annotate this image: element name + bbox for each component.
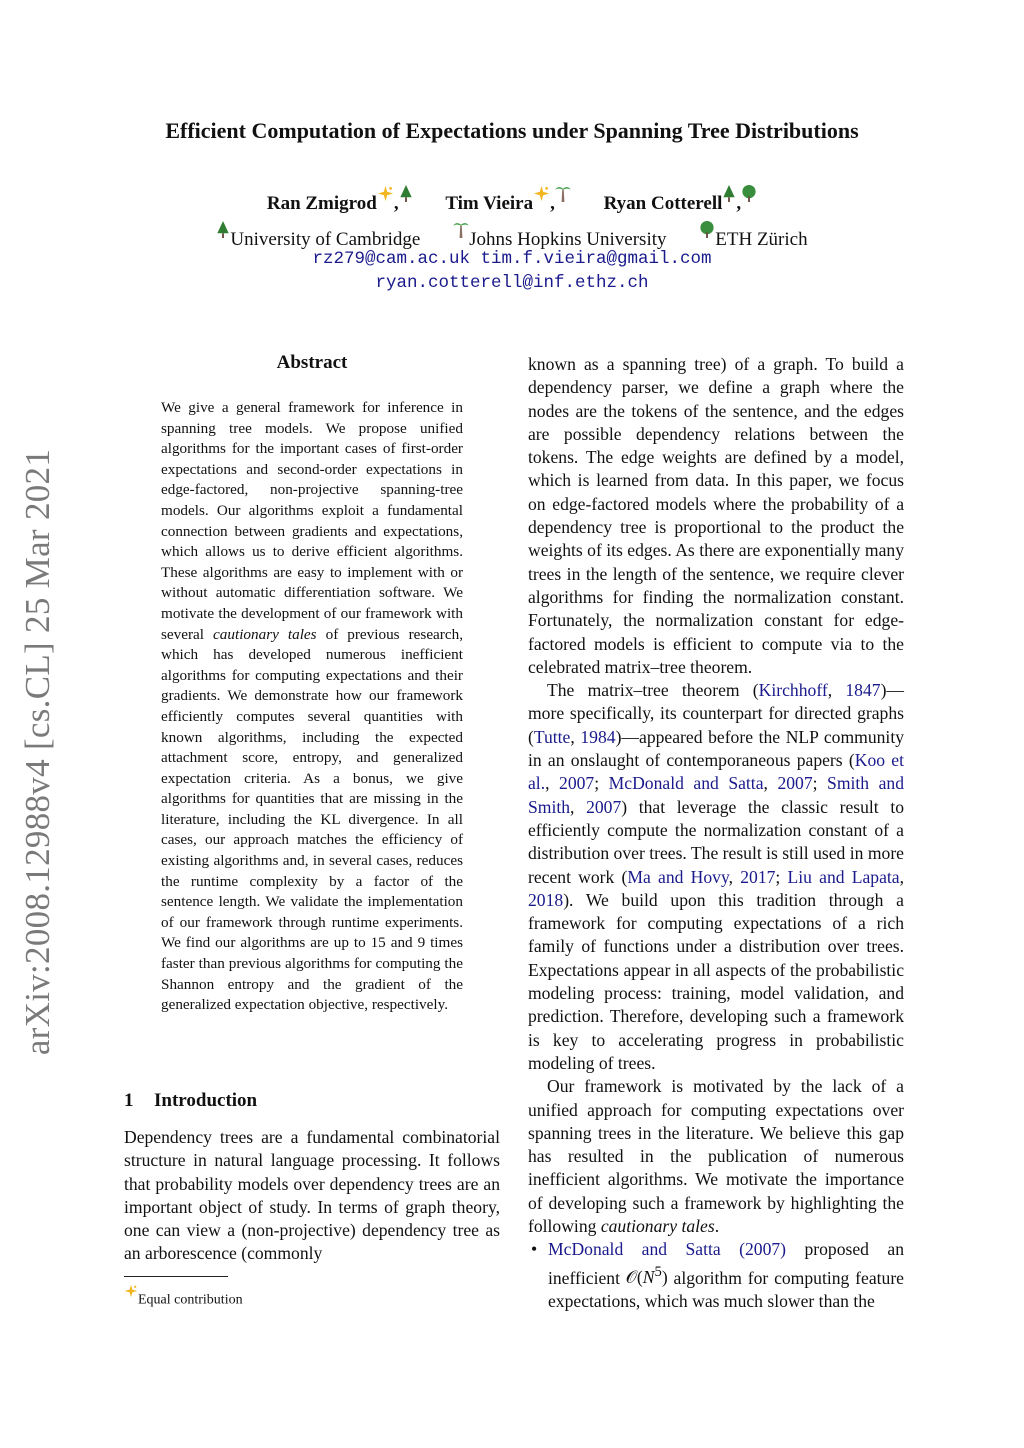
- complexity-formula: $𝒪(N^5)$: [625, 1264, 668, 1288]
- affiliation-eth: ETH Zürich: [699, 229, 807, 250]
- citation-link[interactable]: Smith and Smith: [528, 773, 905, 817]
- footnote: Equal contribution: [124, 1284, 243, 1309]
- bullet-dot: •: [531, 1239, 538, 1260]
- author-2: Tim Vieira ,: [445, 193, 571, 214]
- citation-link[interactable]: 2007: [559, 773, 595, 794]
- round-tree-icon: [699, 221, 715, 238]
- citation-link[interactable]: 2007: [777, 773, 813, 794]
- citation-link[interactable]: 2007: [586, 796, 622, 817]
- palm-tree-icon: [453, 221, 469, 238]
- section-number: 1: [124, 1090, 134, 1111]
- abstract-emphasis: cautionary tales: [213, 625, 317, 643]
- abstract-body: We give a general framework for inference in spanning tree models. We propose unified algorithms for the important cases of first-order expectations and second-order expectations in edge-factored, non-projective spanning-tree models. Our algorithms exploit a fundamental connection between gradients and expectations, which allows us to derive efficient algorithms. These algorithms are easy to implement with or without automatic differentiation software. We motivate the development of our framework with several cautionary tales of previous research, which has developed numerous inefficient algorithms for computing expectations and their gradients. We demonstrate how our framework efficiently computes several quantities with known algorithms, including the expected attachment score, entropy, and generalized expectation criteria. As a bonus, we give algorithms for quantities that are missing in the literature, including the KL divergence. In all cases, our approach matches the efficiency of existing algorithms and, in several cases, reduces the runtime complexity by a factor of the sentence length. We validate the implementation of our framework through runtime experiments. We find our algorithms are up to 15 and 9 times faster than previous algorithms for computing the Shannon entropy and the gradient of the generalized expectation objective, respectively.: [161, 399, 463, 1014]
- email-line-1[interactable]: rz279@cam.ac.uk tim.f.vieira@gmail.com: [312, 249, 712, 269]
- email-line-2[interactable]: ryan.cotterell@inf.ethz.ch: [375, 273, 649, 293]
- footnote-rule: [124, 1276, 228, 1277]
- pine-tree-icon: [399, 185, 413, 202]
- right-paragraph-1: known as a spanning tree) of a graph. To build a dependency parser, we define a graph where the nodes are the tokens of the sentence, and the edges are possible dependency relations between the tokens. The edge weights are defined by a model, which is learned from data. In this paper, we focus on edge-factored models where the probability of a dependency tree is proportional to the product the weights of its edges. As there are exponentially many trees in the length of the sentence, we require clever algorithms for finding the normalization constant. Fortunately, the normalization constant for edge-factored models is efficient to compute via to the celebrated matrix–tree theorem.: [528, 354, 904, 677]
- pine-tree-icon: [722, 185, 736, 202]
- paper-title: Efficient Computation of Expectations under Spanning Tree Distributions: [165, 118, 859, 143]
- citation-link[interactable]: 2018: [528, 889, 564, 910]
- citation-link[interactable]: McDonald and Satta: [548, 1239, 721, 1260]
- right-paragraph-3: Our framework is motivated by the lack of a unified approach for computing expectations over spanning trees in the literature. We believe this gap has resulted in the publication of numerous inefficient algorithms. We motivate the importance of developing such a framework by highlighting the following cautionary tales.: [528, 1076, 904, 1236]
- sparkle-icon: [124, 1284, 138, 1298]
- round-tree-icon: [741, 185, 757, 202]
- citation-link[interactable]: 2017: [740, 866, 776, 887]
- citation-link[interactable]: Kirchhoff: [758, 680, 828, 701]
- citation-link[interactable]: 1984: [580, 726, 616, 747]
- right-column: [528, 353, 904, 1313]
- sparkle-icon: [533, 185, 550, 202]
- author-name: Ryan Cotterell: [603, 193, 723, 215]
- citation-link[interactable]: (2007): [739, 1239, 787, 1260]
- citation-link[interactable]: Ma and Hovy: [627, 866, 729, 887]
- section-title: Introduction: [154, 1090, 258, 1111]
- pine-tree-icon: [216, 221, 230, 238]
- arxiv-stamp: arXiv:2008.12988v4 [cs.CL] 25 Mar 2021: [18, 448, 57, 1056]
- sparkle-icon: [377, 185, 394, 202]
- author-name: Ran Zmigrod: [266, 193, 377, 215]
- affiliation-cambridge: University of Cambridge: [216, 229, 420, 250]
- citation-link[interactable]: McDonald and Satta: [608, 773, 764, 794]
- author-name: Tim Vieira: [445, 193, 534, 215]
- right-paragraph-2: The matrix–tree theorem (Kirchhoff, 1847)—more specifically, its counterpart for directed graphs (Tutte, 1984)—appeared before the NLP community in an onslaught of contemporaneous papers (Koo et al., 2007; McDonald and Satta, 2007; Smith and Smith, 2007) that leverage the classic result to efficiently compute the normalization constant of a distribution over trees. The result is still used in more recent work (Ma and Hovy, 2017; Liu and Lapata, 2018). We build upon this tradition through a framework for computing expectations of a rich family of functions under a distribution over trees. Expectations appear in all aspects of the probabilistic modeling process: training, model validation, and prediction. Therefore, developing such a framework is key to accelerating progress in probabilistic modeling of trees.: [528, 680, 905, 1073]
- palm-tree-icon: [555, 185, 571, 202]
- citation-link[interactable]: 1847: [845, 680, 881, 701]
- abstract-heading: Abstract: [276, 352, 348, 373]
- citation-link[interactable]: Tutte: [533, 726, 571, 747]
- author-1: Ran Zmigrod ,: [267, 193, 413, 214]
- author-3: Ryan Cotterell ,: [604, 193, 758, 214]
- author-list: [0, 185, 1024, 215]
- citation-link[interactable]: Koo et al.: [528, 750, 904, 794]
- intro-paragraph: Dependency trees are a fundamental combinatorial structure in natural language processing. It follows that probability models over dependency trees are an important object of study. In terms of graph theory, one can view a (non-projective) dependency tree as an arborescence (commonly: [124, 1127, 500, 1264]
- affiliation-jhu: Johns Hopkins University: [453, 229, 666, 250]
- section-heading: [124, 1090, 257, 1112]
- citation-link[interactable]: Liu and Lapata: [787, 866, 900, 887]
- bullet-item: • McDonald and Satta (2007) proposed an inefficient $𝒪(N^5)$ algorithm for computing feature expectations, which was much slower than the: [531, 1239, 904, 1311]
- affiliation-list: [0, 221, 1024, 251]
